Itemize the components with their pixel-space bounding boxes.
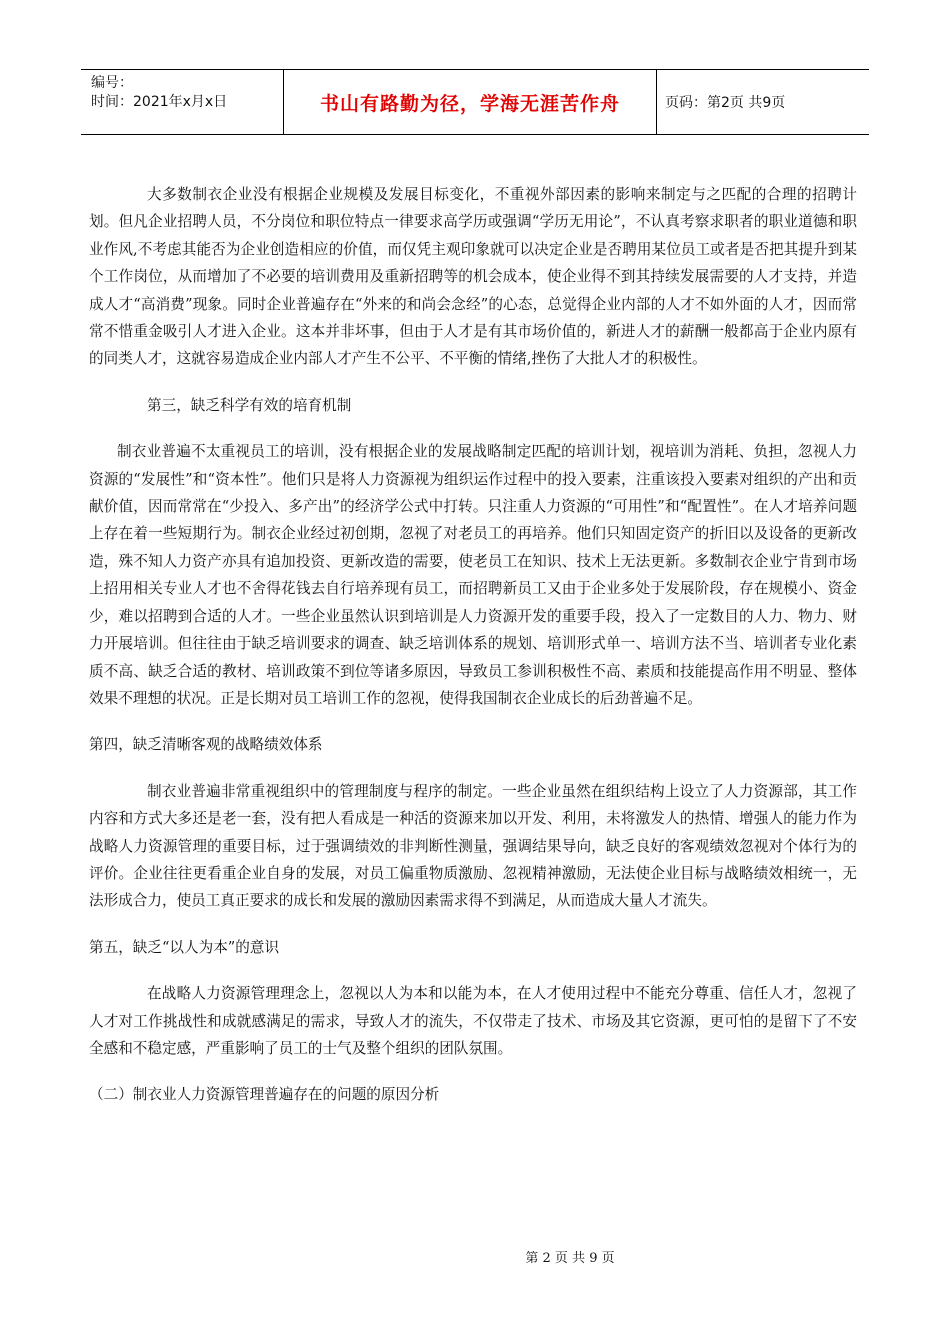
document-number: 编号：: [91, 75, 133, 91]
section-heading-4: 第四，缺乏清晰客观的战略绩效体系: [89, 736, 323, 754]
paragraph-people-oriented: 在战略人力资源管理理念上，忽视以人为本和以能为本，在人才使用过程中不能充分尊重、信任人才，忽视了人才对工作挑战性和成就感满足的需求，导致人才的流失，不仅带走了技术、市场及其它资源，更可怕的是留下了不安全感和不稳定感，严重影响了员工的士气及整个组织的团队氛围。: [89, 985, 857, 1057]
document-body: [89, 181, 857, 1109]
paragraph-hiring-plan: 大多数制衣企业没有根据企业规模及发展目标变化，不重视外部因素的影响来制定与之匹配的合理的招聘计划。但凡企业招聘人员，不分岗位和职位特点一律要求高学历或强调“学历无用论”，不认真考察求职者的职业道德和职业作风,不考虑其能否为企业创造相应的价值，而仅凭主观印象就可以决定企业是否聘用某位员工或者是否把其提升到某个工作岗位，从而增加了不必要的培训费用及重新招聘等的机会成本，使企业得不到其持续发展需要的人才支持，并造成人才“高消费”现象。同时企业普遍存在“外来的和尚会念经”的心态，总觉得企业内部的人才不如外面的人才，因而常常不惜重金吸引人才进入企业。这本并非坏事，但由于人才是有其市场价值的，新进人才的薪酬一般都高于企业内原有的同类人才，这就容易造成企业内部人才产生不公平、不平衡的情绪,挫伤了大批人才的积极性。: [89, 186, 857, 368]
paragraph-training: 制衣业普遍不太重视员工的培训，没有根据企业的发展战略制定匹配的培训计划，视培训为消耗、负担，忽视人力资源的“发展性”和“资本性”。他们只是将人力资源视为组织运作过程中的投入要素，注重该投入要素对组织的产出和贡献价值，因而常常在“少投入、多产出”的经济学公式中打转。只注重人力资源的“可用性”和“配置性”。在人才培养问题上存在着一些短期行为。制衣企业经过初创期，忽视了对老员工的再培养。他们只知固定资产的折旧以及设备的更新改造，殊不知人力资产亦具有追加投资、更新改造的需要，使老员工在知识、技术上无法更新。多数制衣企业宁肯到市场上招用相关专业人才也不舍得花钱去自行培养现有员工，而招聘新员工又由于企业多处于发展阶段，存在规模小、资金少，难以招聘到合适的人才。一些企业虽然认识到培训是人力资源开发的重要手段，投入了一定数目的人力、物力、财力开展培训。但往往由于缺乏培训要求的调查、缺乏培训体系的规划、培训形式单一、培训方法不当、培训者专业化素质不高、缺乏合适的教材、培训政策不到位等诸多原因，导致员工参训积极性不高、素质和技能提高作用不明显、整体效果不理想的状况。正是长期对员工培训工作的忽视，使得我国制衣企业成长的后劲普遍不足。: [89, 443, 857, 707]
header-page-info: 页码：第2页 共9页: [665, 95, 786, 111]
paragraph-performance: 制衣业普遍非常重视组织中的管理制度与程序的制定。一些企业虽然在组织结构上设立了人力资源部，其工作内容和方式大多还是老一套，没有把人看成是一种活的资源来加以开发、利用，未将激发人的热情、增强人的能力作为战略人力资源管理的重要目标，过于强调绩效的非判断性测量，强调结果导向，缺乏良好的客观绩效忽视对个体行为的评价。企业往往更看重企业自身的发展，对员工偏重物质激励、忽视精神激励，无法使企业目标与战略绩效相统一，无法形成合力，使员工真正要求的成长和发展的激励因素需求得不到满足，从而造成大量人才流失。: [89, 782, 857, 910]
document-date: 时间：2021年x月x日: [91, 94, 228, 110]
section-heading-3: 第三，缺乏科学有效的培育机制: [147, 396, 352, 414]
page-header: [81, 69, 869, 135]
header-motto: 书山有路勤为径，学海无涯苦作舟: [284, 70, 657, 134]
subsection-heading: （二）制衣业人力资源管理普遍存在的问题的原因分析: [89, 1086, 440, 1104]
header-meta: [81, 70, 284, 134]
section-heading-5: 第五，缺乏“以人为本”的意识: [89, 938, 280, 956]
page-footer: 第 2 页 共 9 页: [525, 1251, 615, 1266]
